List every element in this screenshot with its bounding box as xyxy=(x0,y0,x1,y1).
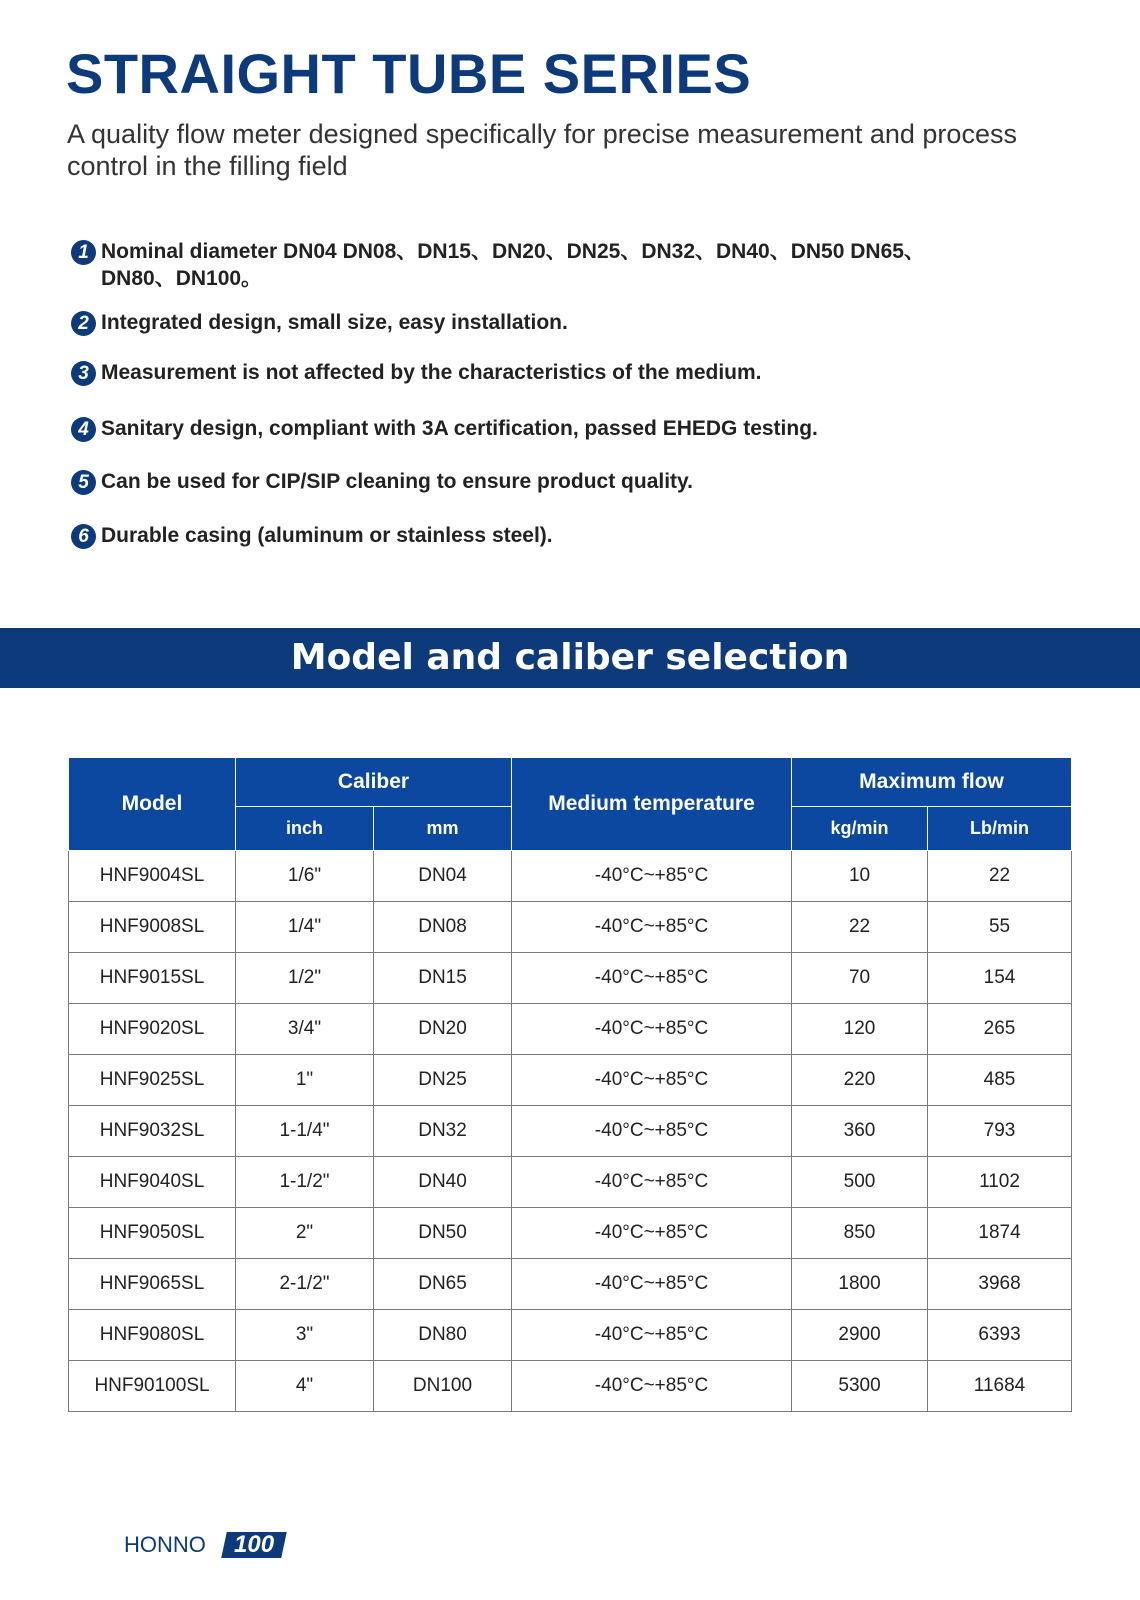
model-cell: HNF9015SL xyxy=(69,953,236,1004)
model-cell: HNF9080SL xyxy=(69,1310,236,1361)
table-row xyxy=(69,1004,1072,1055)
kg-min-cell: 120 xyxy=(792,1004,928,1055)
feature-text: Durable casing (aluminum or stainless steel). xyxy=(101,524,553,547)
kg-min-cell: 500 xyxy=(792,1157,928,1208)
feature-text: Measurement is not affected by the characteristics of the medium. xyxy=(101,361,762,384)
table-row xyxy=(69,902,1072,953)
header-kg-min: kg/min xyxy=(792,807,928,851)
temperature-cell: -40°C~+85°C xyxy=(512,851,792,902)
model-cell: HNF9004SL xyxy=(69,851,236,902)
feature-text: Sanitary design, compliant with 3A certification, passed EHEDG testing. xyxy=(101,417,818,440)
lb-min-cell: 1874 xyxy=(928,1208,1072,1259)
mm-cell: DN04 xyxy=(374,851,512,902)
feature-text: Can be used for CIP/SIP cleaning to ensure product quality. xyxy=(101,470,693,493)
inch-cell: 1-1/4" xyxy=(236,1106,374,1157)
mm-cell: DN20 xyxy=(374,1004,512,1055)
header-max-flow: Maximum flow xyxy=(792,758,1072,807)
number-2-icon: 2 xyxy=(71,311,96,336)
number-4-icon: 4 xyxy=(71,417,96,442)
inch-cell: 1" xyxy=(236,1055,374,1106)
lb-min-cell: 6393 xyxy=(928,1310,1072,1361)
temperature-cell: -40°C~+85°C xyxy=(512,1259,792,1310)
kg-min-cell: 5300 xyxy=(792,1361,928,1412)
temperature-cell: -40°C~+85°C xyxy=(512,1157,792,1208)
table-row xyxy=(69,1361,1072,1412)
inch-cell: 1-1/2" xyxy=(236,1157,374,1208)
table-row xyxy=(69,1310,1072,1361)
model-cell: HNF9040SL xyxy=(69,1157,236,1208)
temperature-cell: -40°C~+85°C xyxy=(512,1055,792,1106)
temperature-cell: -40°C~+85°C xyxy=(512,1208,792,1259)
model-cell: HNF9032SL xyxy=(69,1106,236,1157)
model-caliber-table xyxy=(68,757,1072,1412)
kg-min-cell: 10 xyxy=(792,851,928,902)
kg-min-cell: 220 xyxy=(792,1055,928,1106)
kg-min-cell: 1800 xyxy=(792,1259,928,1310)
mm-cell: DN08 xyxy=(374,902,512,953)
feature-item xyxy=(71,468,693,495)
model-cell: HNF9050SL xyxy=(69,1208,236,1259)
kg-min-cell: 850 xyxy=(792,1208,928,1259)
feature-text: Nominal diameter DN04 DN08、DN15、DN20、DN25、DN32、DN40、DN50 DN65、DN80、DN100。 xyxy=(101,240,925,290)
mm-cell: DN65 xyxy=(374,1259,512,1310)
inch-cell: 3" xyxy=(236,1310,374,1361)
lb-min-cell: 1102 xyxy=(928,1157,1072,1208)
page-number-badge xyxy=(221,1532,287,1558)
header-inch: inch xyxy=(236,807,374,851)
table-row xyxy=(69,1259,1072,1310)
mm-cell: DN100 xyxy=(374,1361,512,1412)
temperature-cell: -40°C~+85°C xyxy=(512,902,792,953)
header-temperature: Medium temperature xyxy=(512,758,792,851)
model-cell: HNF9020SL xyxy=(69,1004,236,1055)
number-1-icon: 1 xyxy=(71,240,96,265)
mm-cell: DN25 xyxy=(374,1055,512,1106)
feature-item xyxy=(71,238,931,292)
kg-min-cell: 22 xyxy=(792,902,928,953)
header-lb-min: Lb/min xyxy=(928,807,1072,851)
inch-cell: 3/4" xyxy=(236,1004,374,1055)
feature-item xyxy=(71,415,818,442)
header-model: Model xyxy=(69,758,236,851)
feature-item xyxy=(71,309,568,336)
temperature-cell: -40°C~+85°C xyxy=(512,1004,792,1055)
table-row xyxy=(69,851,1072,902)
table-header-row xyxy=(69,758,1072,807)
table-row xyxy=(69,1157,1072,1208)
model-cell: HNF9008SL xyxy=(69,902,236,953)
table-row xyxy=(69,1055,1072,1106)
kg-min-cell: 360 xyxy=(792,1106,928,1157)
table-row xyxy=(69,1106,1072,1157)
mm-cell: DN80 xyxy=(374,1310,512,1361)
table-row xyxy=(69,953,1072,1004)
page-number: 100 xyxy=(233,1531,274,1558)
page-title: STRAIGHT TUBE SERIES xyxy=(66,42,752,105)
kg-min-cell: 2900 xyxy=(792,1310,928,1361)
inch-cell: 2-1/2" xyxy=(236,1259,374,1310)
temperature-cell: -40°C~+85°C xyxy=(512,1361,792,1412)
page-subtitle: A quality flow meter designed specifically for precise measurement and process control in the filling field xyxy=(67,119,1017,181)
model-cell: HNF9065SL xyxy=(69,1259,236,1310)
brand-name: HONNO xyxy=(124,1532,206,1557)
lb-min-cell: 3968 xyxy=(928,1259,1072,1310)
inch-cell: 1/4" xyxy=(236,902,374,953)
feature-item xyxy=(71,359,762,386)
model-cell: HNF9025SL xyxy=(69,1055,236,1106)
lb-min-cell: 265 xyxy=(928,1004,1072,1055)
temperature-cell: -40°C~+85°C xyxy=(512,1106,792,1157)
table-body xyxy=(69,851,1072,1412)
section-banner xyxy=(0,628,1140,688)
kg-min-cell: 70 xyxy=(792,953,928,1004)
number-5-icon: 5 xyxy=(71,470,96,495)
temperature-cell: -40°C~+85°C xyxy=(512,1310,792,1361)
temperature-cell: -40°C~+85°C xyxy=(512,953,792,1004)
number-6-icon: 6 xyxy=(71,524,96,549)
header-caliber: Caliber xyxy=(236,758,512,807)
lb-min-cell: 22 xyxy=(928,851,1072,902)
lb-min-cell: 154 xyxy=(928,953,1072,1004)
mm-cell: DN40 xyxy=(374,1157,512,1208)
page-footer xyxy=(124,1532,284,1558)
inch-cell: 1/2" xyxy=(236,953,374,1004)
mm-cell: DN32 xyxy=(374,1106,512,1157)
model-cell: HNF90100SL xyxy=(69,1361,236,1412)
table-row xyxy=(69,1208,1072,1259)
feature-item xyxy=(71,522,553,549)
mm-cell: DN15 xyxy=(374,953,512,1004)
inch-cell: 4" xyxy=(236,1361,374,1412)
mm-cell: DN50 xyxy=(374,1208,512,1259)
inch-cell: 1/6" xyxy=(236,851,374,902)
section-title: Model and caliber selection xyxy=(290,637,850,678)
inch-cell: 2" xyxy=(236,1208,374,1259)
lb-min-cell: 11684 xyxy=(928,1361,1072,1412)
feature-text: Integrated design, small size, easy installation. xyxy=(101,311,568,334)
header-mm: mm xyxy=(374,807,512,851)
lb-min-cell: 793 xyxy=(928,1106,1072,1157)
lb-min-cell: 485 xyxy=(928,1055,1072,1106)
number-3-icon: 3 xyxy=(71,361,96,386)
lb-min-cell: 55 xyxy=(928,902,1072,953)
